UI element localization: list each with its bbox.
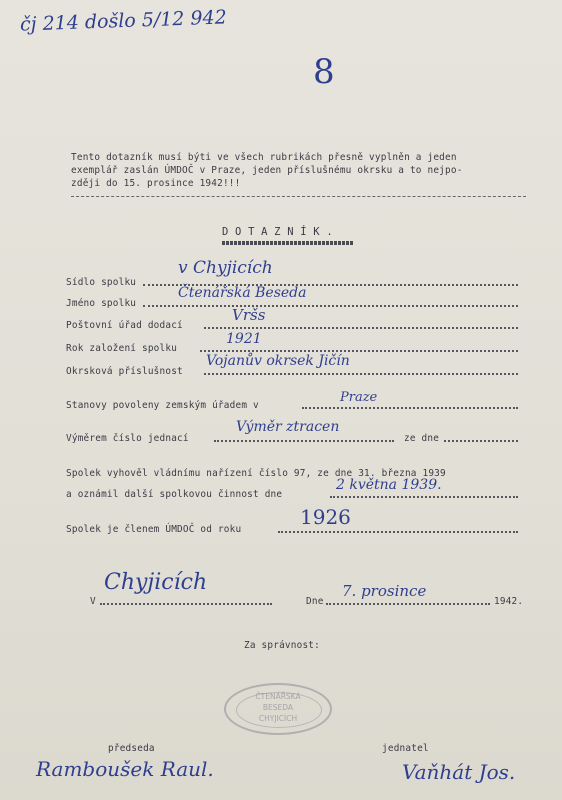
date-dots: [326, 603, 490, 605]
field-dots-ze-dne: [444, 440, 518, 442]
date-year: 1942.: [494, 596, 524, 607]
place-value: Chyjicích: [104, 570, 208, 595]
field-label-jmeno: Jméno spolku: [66, 298, 137, 309]
chairman-signature: Ramboušek Raul.: [36, 757, 214, 781]
stamp-inner-ring: [236, 692, 322, 728]
place-label: V: [90, 596, 96, 607]
secretary-label: jednatel: [382, 743, 429, 754]
field-dots-clen: [278, 531, 518, 533]
secretary-signature: Vaňhát Jos.: [402, 760, 516, 784]
field-value-stanovy: Praze: [340, 390, 378, 405]
date-label: Dne: [306, 596, 324, 607]
field-label-okrsek: Okrsková příslušnost: [66, 366, 183, 377]
field-dots-posta: [204, 327, 518, 329]
registry-note: čj 214 došlo 5/12 942: [19, 6, 228, 36]
field-label-ze-dne: ze dne: [404, 433, 440, 444]
narizeni-line-1: Spolek vyhověl vládnímu nařízení číslo 97, ze dne 31. března 1939: [66, 468, 446, 479]
field-label-stanovy: Stanovy povoleny zemským úřadem v: [66, 400, 259, 411]
field-value-posta: Vršs: [232, 306, 266, 324]
separator-line: [71, 196, 526, 197]
page-number: 8: [313, 52, 335, 92]
form-title: D O T A Z N Í K .: [222, 226, 333, 238]
field-value-okrsek: Vojanův okrsek Jičín: [206, 353, 350, 369]
field-label-rok: Rok založení spolku: [66, 343, 178, 354]
field-label-posta: Poštovní úřad dodací: [66, 320, 183, 331]
field-dots-jmeno: [143, 305, 518, 307]
field-dots-stanovy: [302, 407, 518, 409]
stamp-line-2: BESEDA: [262, 703, 294, 712]
title-underline: [222, 241, 353, 245]
intro-line-3: zději do 15. prosince 1942!!!: [71, 178, 241, 189]
field-dots-okrsek: [204, 373, 518, 375]
field-label-sidlo: Sídlo spolku: [66, 277, 137, 288]
narizeni-line-2: a oznámil další spolkovou činnost dne: [66, 489, 283, 500]
stamp-line-1: ČTENÁŘSKÁ: [255, 692, 301, 701]
stamp-line-3: CHYJICÍCH: [258, 714, 298, 723]
field-value-jmeno: Čtenářská Beseda: [178, 285, 307, 301]
field-value-vymer: Výměr ztracen: [236, 419, 340, 435]
association-stamp: [224, 683, 332, 735]
field-dots-narizeni: [330, 496, 518, 498]
field-dots-rok: [200, 350, 518, 352]
field-value-clen: 1926: [300, 505, 351, 529]
place-dots: [100, 603, 272, 605]
field-label-clen: Spolek je členem ÚMDOČ od roku: [66, 524, 242, 535]
attest-label: Za správnost:: [244, 640, 320, 651]
date-value: 7. prosince: [342, 582, 427, 600]
intro-line-1: Tento dotazník musí býti ve všech rubrikách přesně vyplněn a jeden: [71, 152, 457, 163]
field-value-sidlo: v Chyjicích: [178, 258, 273, 278]
field-dots-vymer: [214, 440, 394, 442]
field-label-vymer: Výměrem číslo jednací: [66, 433, 189, 444]
field-value-narizeni: 2 května 1939.: [336, 477, 442, 493]
intro-line-2: exemplář zaslán ÚMDOČ v Praze, jeden příslušnému okrsku a to nejpo-: [71, 165, 463, 176]
chairman-label: předseda: [108, 743, 155, 754]
field-value-rok: 1921: [226, 331, 262, 347]
